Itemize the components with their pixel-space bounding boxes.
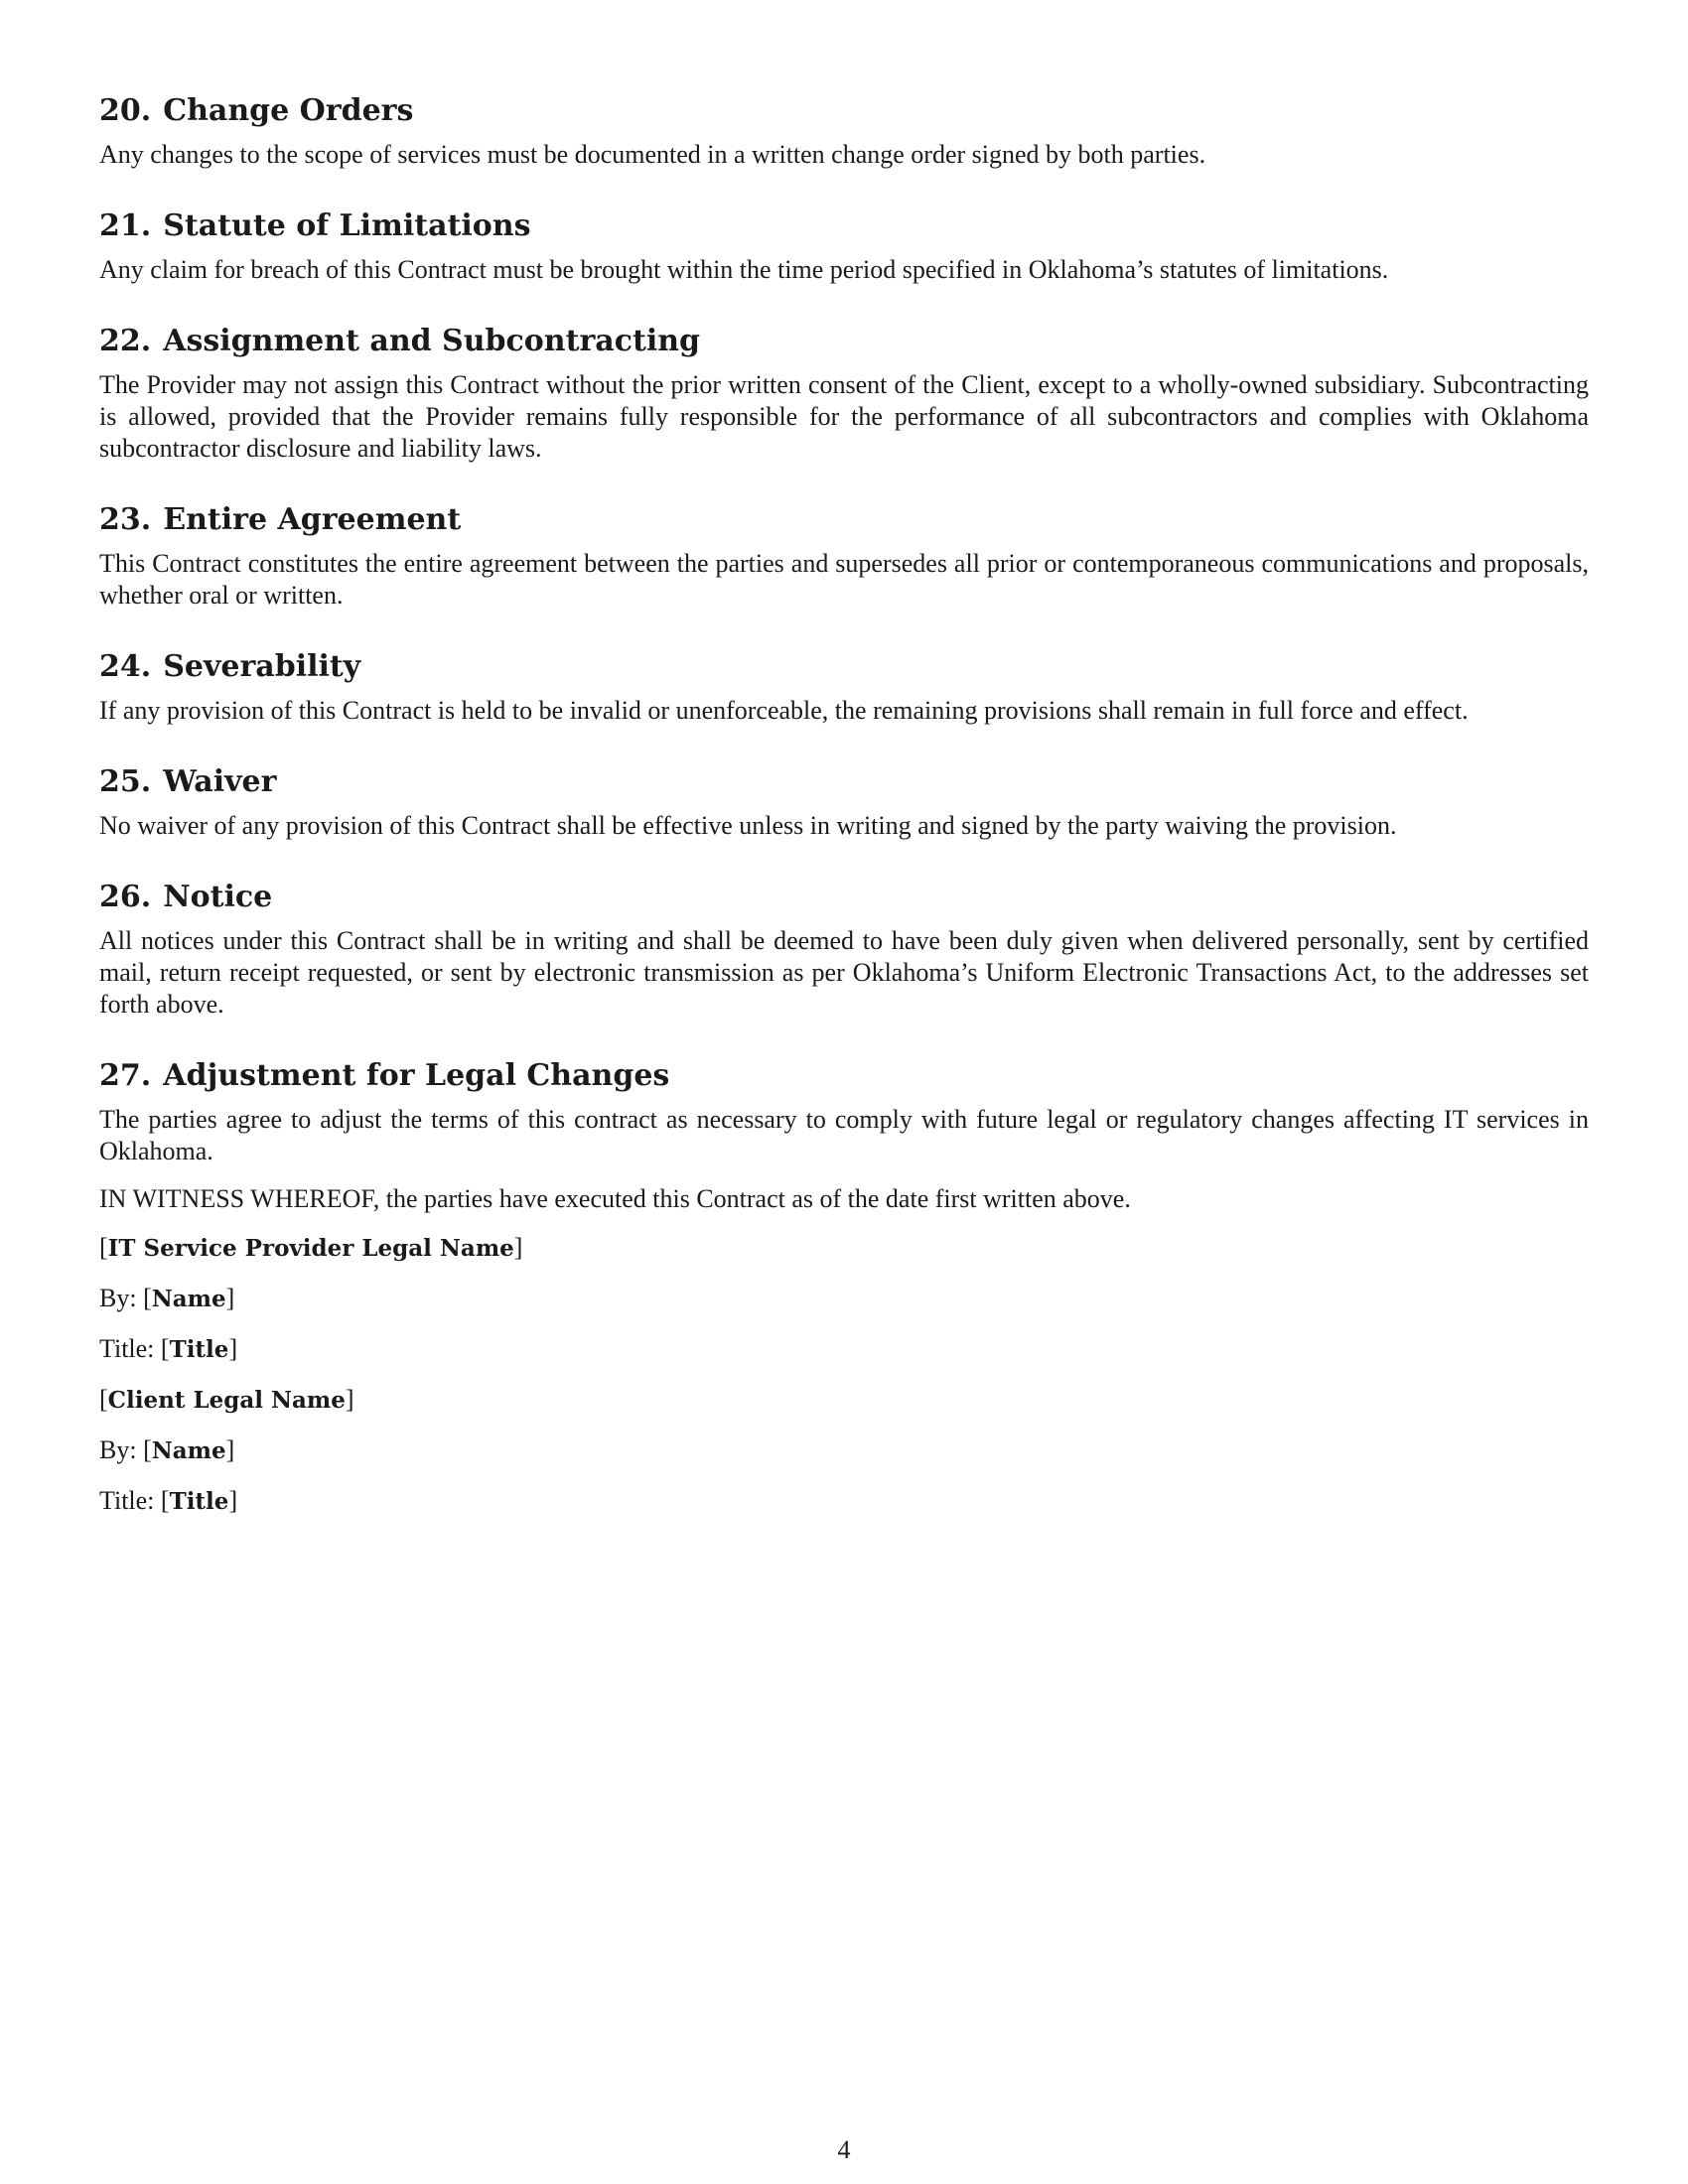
client-title-line: Title: [Title] <box>99 1486 238 1515</box>
section-title: Statute of Limitations <box>163 208 531 243</box>
provider-title-line: Title: [Title] <box>99 1334 238 1363</box>
provider-signature-block <box>99 1232 1589 1366</box>
client-by-line: By: [Name] <box>99 1435 235 1464</box>
section-text: The parties agree to adjust the terms of this contract as necessary to comply with future legal or regulatory changes affecting IT services in Oklahoma. <box>99 1105 1589 1165</box>
section-number: 21. <box>99 208 152 243</box>
section-number: 22. <box>99 324 152 358</box>
section-title: Notice <box>163 880 273 914</box>
section-number: 23. <box>99 502 152 537</box>
section-title: Waiver <box>163 764 277 799</box>
section-change-orders <box>99 89 1589 171</box>
section-assignment-subcontracting <box>99 320 1589 465</box>
section-number: 24. <box>99 649 152 684</box>
section-number: 20. <box>99 93 152 128</box>
title-label: Title: <box>99 1486 155 1515</box>
section-heading <box>99 760 1589 804</box>
section-heading <box>99 1054 1589 1098</box>
title-placeholder: Title <box>169 1336 229 1363</box>
section-notice <box>99 876 1589 1021</box>
page-number: 4 <box>837 2135 851 2164</box>
client-signature-block <box>99 1384 1589 1518</box>
by-label: By: <box>99 1284 137 1312</box>
section-text: Any claim for breach of this Contract must be brought within the time period specified in Oklahoma’s statutes of limitations. <box>99 255 1389 284</box>
section-title: Entire Agreement <box>163 502 462 537</box>
by-name-placeholder: Name <box>151 1286 226 1312</box>
title-placeholder: Title <box>169 1488 229 1515</box>
section-heading <box>99 89 1589 133</box>
section-text: All notices under this Contract shall be in writing and shall be deemed to have been duly given when delivered personally, sent by certified mail, return receipt requested, or sent by electronic transmission as per Oklahoma’s Uniform Electronic Transactions Act, to the addresses set forth above. <box>99 926 1589 1019</box>
section-statute-of-limitations <box>99 205 1589 286</box>
provider-legal-name-placeholder: IT Service Provider Legal Name <box>107 1235 514 1262</box>
section-text: The Provider may not assign this Contract without the prior written consent of the Client, except to a wholly-owned subsidiary. Subcontracting is allowed, provided that the Provider remains fully responsible for the performance of all subcontractors and complies with Oklahoma subcontractor disclosure and liability laws. <box>99 370 1589 463</box>
section-text: Any changes to the scope of services must be documented in a written change order signed by both parties. <box>99 140 1206 169</box>
by-name-placeholder: Name <box>151 1437 226 1464</box>
contract-page <box>99 89 1589 1536</box>
client-legal-name-placeholder: Client Legal Name <box>107 1387 346 1414</box>
section-entire-agreement <box>99 498 1589 612</box>
section-text: This Contract constitutes the entire agreement between the parties and supersedes all prior or contemporaneous communications and proposals, whether oral or written. <box>99 549 1589 610</box>
witness-statement: IN WITNESS WHEREOF, the parties have executed this Contract as of the date first written above. <box>99 1184 1131 1213</box>
by-label: By: <box>99 1435 137 1464</box>
section-heading <box>99 876 1589 919</box>
section-waiver <box>99 760 1589 842</box>
provider-by-line: By: [Name] <box>99 1284 235 1312</box>
client-legal-name: [Client Legal Name] <box>99 1385 354 1414</box>
section-title: Assignment and Subcontracting <box>163 324 701 358</box>
provider-legal-name: [IT Service Provider Legal Name] <box>99 1233 523 1262</box>
section-title: Change Orders <box>163 93 414 128</box>
section-title: Severability <box>163 649 361 684</box>
section-text: No waiver of any provision of this Contract shall be effective unless in writing and signed by the party waiving the provision. <box>99 811 1397 840</box>
section-text: If any provision of this Contract is held to be invalid or unenforceable, the remaining provisions shall remain in full force and effect. <box>99 696 1469 725</box>
section-heading <box>99 498 1589 542</box>
section-title: Adjustment for Legal Changes <box>163 1058 670 1093</box>
section-heading <box>99 320 1589 363</box>
section-number: 26. <box>99 880 152 914</box>
section-severability <box>99 645 1589 727</box>
section-number: 25. <box>99 764 152 799</box>
section-adjustment-legal-changes <box>99 1054 1589 1167</box>
section-number: 27. <box>99 1058 152 1093</box>
section-heading <box>99 645 1589 689</box>
title-label: Title: <box>99 1334 155 1363</box>
section-heading <box>99 205 1589 248</box>
